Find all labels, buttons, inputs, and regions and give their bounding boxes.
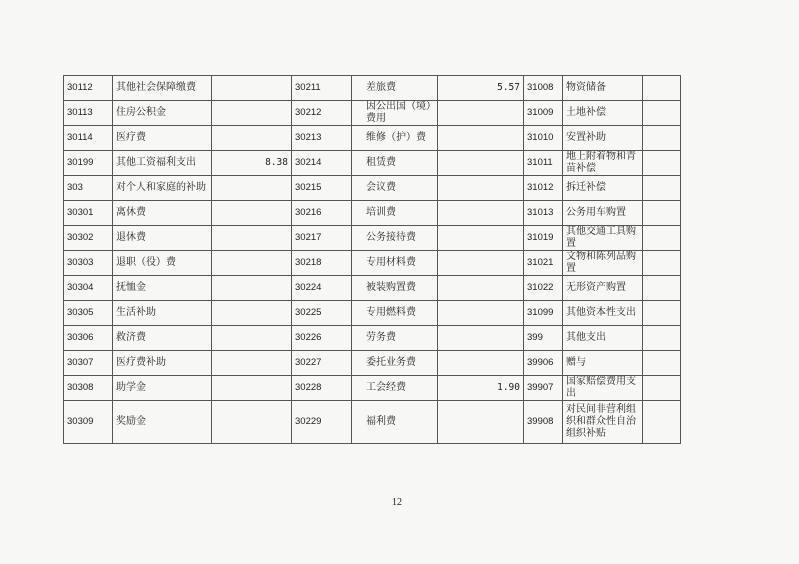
code-cell: 30214 [292, 151, 352, 176]
table-row [64, 226, 681, 251]
code-cell: 31019 [524, 226, 563, 251]
amount-cell [643, 226, 681, 251]
code-cell: 30224 [292, 276, 352, 301]
amount-cell [643, 276, 681, 301]
code-cell: 30304 [64, 276, 113, 301]
amount-cell [438, 151, 524, 176]
amount-cell [212, 401, 292, 444]
amount-cell [438, 401, 524, 444]
amount-cell [212, 326, 292, 351]
code-cell: 30218 [292, 251, 352, 276]
name-cell: 地上附着物和青苗补偿 [563, 151, 643, 176]
name-cell: 培训费 [352, 201, 438, 226]
name-cell: 住房公积金 [113, 101, 212, 126]
name-cell: 对个人和家庭的补助 [113, 176, 212, 201]
code-cell: 30228 [292, 376, 352, 401]
table-row [64, 276, 681, 301]
name-cell: 其他支出 [563, 326, 643, 351]
code-cell: 31008 [524, 76, 563, 101]
code-cell: 30302 [64, 226, 113, 251]
code-cell: 39906 [524, 351, 563, 376]
amount-cell [212, 201, 292, 226]
name-cell: 对民间非营利组织和群众性自治组织补贴 [563, 401, 643, 444]
name-cell: 专用燃料费 [352, 301, 438, 326]
table-row [64, 176, 681, 201]
name-cell: 医疗费 [113, 126, 212, 151]
code-cell: 399 [524, 326, 563, 351]
table-row [64, 126, 681, 151]
name-cell: 被装购置费 [352, 276, 438, 301]
name-cell: 拆迁补偿 [563, 176, 643, 201]
code-cell: 30113 [64, 101, 113, 126]
code-cell: 30305 [64, 301, 113, 326]
code-cell: 30216 [292, 201, 352, 226]
amount-cell [438, 276, 524, 301]
amount-cell [438, 101, 524, 126]
name-cell: 赠与 [563, 351, 643, 376]
name-cell: 公务接待费 [352, 226, 438, 251]
name-cell: 工会经费 [352, 376, 438, 401]
name-cell: 文物和陈列品购置 [563, 251, 643, 276]
name-cell: 生活补助 [113, 301, 212, 326]
code-cell: 30217 [292, 226, 352, 251]
amount-cell [212, 76, 292, 101]
amount-cell [643, 126, 681, 151]
page-number: 12 [392, 497, 402, 508]
table-row [64, 151, 681, 176]
code-cell: 30199 [64, 151, 113, 176]
name-cell: 委托业务费 [352, 351, 438, 376]
code-cell: 30213 [292, 126, 352, 151]
name-cell: 因公出国（境）费用 [352, 101, 438, 126]
code-cell: 30306 [64, 326, 113, 351]
code-cell: 31099 [524, 301, 563, 326]
amount-cell [212, 376, 292, 401]
code-cell: 39908 [524, 401, 563, 444]
name-cell: 助学金 [113, 376, 212, 401]
code-cell: 30211 [292, 76, 352, 101]
code-cell: 30227 [292, 351, 352, 376]
amount-cell [643, 301, 681, 326]
table-row [64, 326, 681, 351]
name-cell: 会议费 [352, 176, 438, 201]
amount-cell [643, 326, 681, 351]
code-cell: 31012 [524, 176, 563, 201]
code-cell: 30309 [64, 401, 113, 444]
name-cell: 国家赔偿费用支出 [563, 376, 643, 401]
code-cell: 31009 [524, 101, 563, 126]
name-cell: 土地补偿 [563, 101, 643, 126]
name-cell: 抚恤金 [113, 276, 212, 301]
amount-cell [643, 376, 681, 401]
amount-cell [643, 76, 681, 101]
name-cell: 奖励金 [113, 401, 212, 444]
amount-cell [438, 351, 524, 376]
code-cell: 30229 [292, 401, 352, 444]
name-cell: 救济费 [113, 326, 212, 351]
name-cell: 公务用车购置 [563, 201, 643, 226]
amount-cell: 5.57 [438, 76, 524, 101]
code-cell: 31013 [524, 201, 563, 226]
code-cell: 31021 [524, 251, 563, 276]
name-cell: 其他交通工具购置 [563, 226, 643, 251]
code-cell: 30308 [64, 376, 113, 401]
amount-cell [212, 301, 292, 326]
amount-cell [212, 351, 292, 376]
name-cell: 退职（役）费 [113, 251, 212, 276]
amount-cell [643, 251, 681, 276]
amount-cell [643, 176, 681, 201]
name-cell: 物资储备 [563, 76, 643, 101]
amount-cell [212, 226, 292, 251]
code-cell: 30212 [292, 101, 352, 126]
code-cell: 30301 [64, 201, 113, 226]
amount-cell [438, 226, 524, 251]
amount-cell [643, 401, 681, 444]
amount-cell [438, 201, 524, 226]
code-cell: 31011 [524, 151, 563, 176]
code-cell: 30114 [64, 126, 113, 151]
amount-cell [212, 276, 292, 301]
code-cell: 39907 [524, 376, 563, 401]
name-cell: 退休费 [113, 226, 212, 251]
amount-cell [643, 201, 681, 226]
amount-cell [643, 101, 681, 126]
name-cell: 其他工资福利支出 [113, 151, 212, 176]
amount-cell [643, 351, 681, 376]
table-row [64, 76, 681, 101]
amount-cell [212, 126, 292, 151]
amount-cell [438, 301, 524, 326]
code-cell: 30225 [292, 301, 352, 326]
code-cell: 30215 [292, 176, 352, 201]
code-cell: 30226 [292, 326, 352, 351]
name-cell: 无形资产购置 [563, 276, 643, 301]
code-cell: 30303 [64, 251, 113, 276]
table-row [64, 251, 681, 276]
expense-classification-table [63, 75, 681, 444]
code-cell: 31022 [524, 276, 563, 301]
name-cell: 专用材料费 [352, 251, 438, 276]
name-cell: 劳务费 [352, 326, 438, 351]
amount-cell [438, 251, 524, 276]
name-cell: 租赁费 [352, 151, 438, 176]
amount-cell [212, 176, 292, 201]
name-cell: 医疗费补助 [113, 351, 212, 376]
amount-cell [438, 326, 524, 351]
amount-cell: 1.90 [438, 376, 524, 401]
table-row [64, 101, 681, 126]
code-cell: 31010 [524, 126, 563, 151]
amount-cell [438, 126, 524, 151]
amount-cell [643, 151, 681, 176]
amount-cell [212, 101, 292, 126]
table-row [64, 351, 681, 376]
name-cell: 安置补助 [563, 126, 643, 151]
amount-cell: 8.38 [212, 151, 292, 176]
name-cell: 差旅费 [352, 76, 438, 101]
name-cell: 福利费 [352, 401, 438, 444]
name-cell: 离休费 [113, 201, 212, 226]
name-cell: 维修（护）费 [352, 126, 438, 151]
table-body [64, 76, 681, 444]
code-cell: 30112 [64, 76, 113, 101]
table-row [64, 301, 681, 326]
code-cell: 303 [64, 176, 113, 201]
name-cell: 其他社会保障缴费 [113, 76, 212, 101]
table-row [64, 376, 681, 401]
table-row [64, 401, 681, 444]
name-cell: 其他资本性支出 [563, 301, 643, 326]
amount-cell [438, 176, 524, 201]
amount-cell [212, 251, 292, 276]
table-row [64, 201, 681, 226]
code-cell: 30307 [64, 351, 113, 376]
